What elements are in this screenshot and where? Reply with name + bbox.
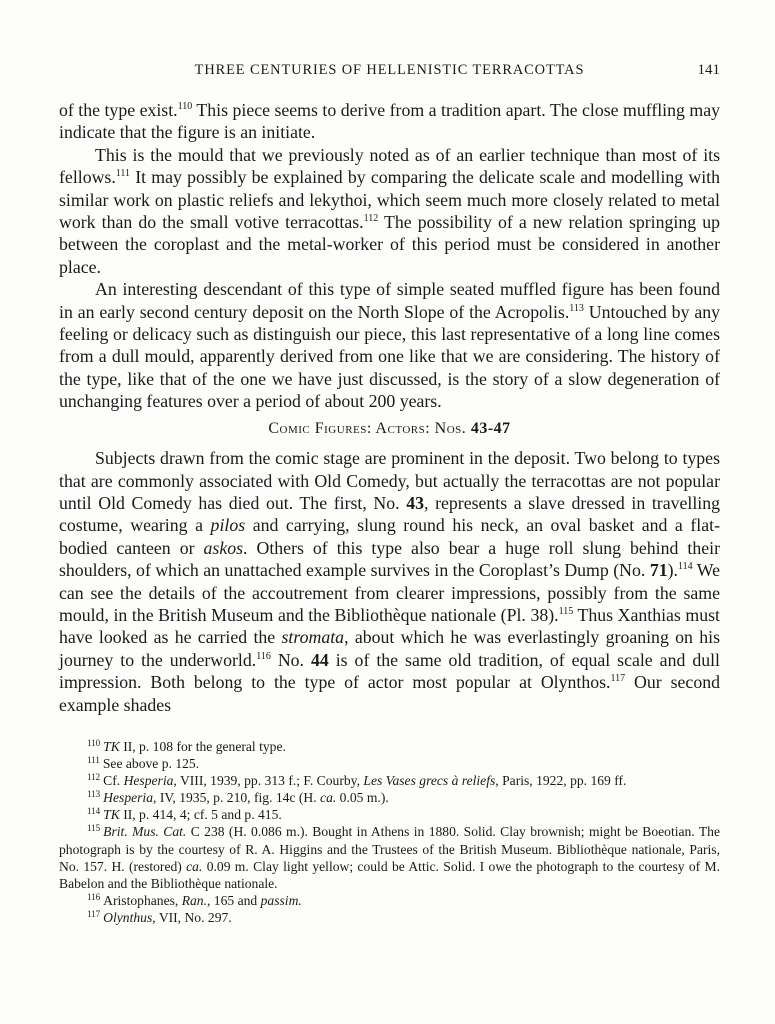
text: ).	[667, 560, 678, 581]
heading-numbers: 43-47	[470, 419, 511, 437]
page-header	[59, 62, 720, 84]
text: II, p. 414, 4; cf. 5 and p. 415.	[119, 807, 282, 823]
catalog-number-43: 43	[406, 492, 425, 513]
footnote-110	[59, 738, 720, 755]
text: This piece seems to derive from a tradition apart. The close muffling may indicate that the figure is an initiate.	[59, 100, 720, 143]
footnote-number: 116	[87, 891, 101, 902]
text: of the type exist.	[59, 100, 178, 120]
text: is of the same old tradition, of equal scale and dull impression. Both belong to the type of actor most popular at Olynthos.	[59, 649, 720, 693]
italic-term: Hesperia	[123, 773, 174, 789]
footnote-ref-112[interactable]: 112	[363, 213, 379, 225]
text: , VII, No. 297.	[152, 909, 232, 925]
catalog-number-71: 71	[649, 560, 668, 581]
footnote-115	[59, 823, 720, 891]
footnote-number: 110	[87, 738, 101, 748]
footnote-ref-111[interactable]: 111	[115, 168, 131, 180]
text: , VIII, 1939, pp. 313 f.; F. Courby,	[173, 773, 364, 789]
page-number: 141	[697, 62, 720, 78]
text: Subjects drawn from the comic stage are prominent in the deposit. Two belong to types that are commonly associated with Old Comedy, but actually the terracottas are not popular until Old Comedy has died out. The first, No.	[59, 448, 720, 513]
footnote-ref-116[interactable]: 116	[256, 650, 271, 662]
footnote-114	[59, 806, 720, 823]
italic-term: TK	[103, 807, 120, 823]
text: , represents a slave dressed in travelling costume, wearing a	[59, 492, 721, 536]
section-heading	[59, 418, 720, 440]
italic-term: Les Vases grecs à reliefs	[363, 773, 496, 789]
italic-term: pilos	[210, 515, 246, 536]
text: . Others of this type also bear a huge roll slung behind their shoulders, of which an unattached example survives in the Coroplast’s Dump (No.	[59, 537, 720, 581]
text: Cf.	[103, 773, 124, 789]
footnote-113	[59, 789, 720, 806]
footnote-ref-110[interactable]: 110	[177, 101, 193, 112]
running-title: THREE CENTURIES OF HELLENISTIC TERRACOTTAS	[194, 62, 585, 78]
text: Our second example shades	[59, 672, 720, 715]
text: An interesting descendant of this type of simple seated muffled figure has been found in an early second century deposit on the North Slope of the Acropolis.	[59, 279, 720, 322]
footnote-112	[59, 772, 720, 789]
text: II, p. 108 for the general type.	[119, 739, 286, 754]
footnote-ref-113[interactable]: 113	[569, 302, 584, 314]
paragraph-2	[59, 144, 720, 278]
text: Aristophanes,	[103, 892, 182, 908]
paragraph-4	[59, 447, 720, 716]
italic-term: ca.	[320, 790, 337, 806]
italic-term: Olynthus	[103, 909, 153, 925]
text: , Paris, 1922, pp. 169 ff.	[495, 773, 627, 789]
footnote-111	[59, 755, 720, 772]
text: It may possibly be explained by comparing the delicate scale and modelling with similar work on plastic reliefs and lekythoi, which seem much more closely related to metal work than do the small votive terracottas.	[59, 167, 720, 233]
footnote-number: 115	[87, 823, 101, 834]
italic-term: ca.	[186, 858, 203, 874]
text: and carrying, slung round his neck, an oval basket and a flat-bodied canteen or	[59, 515, 720, 558]
paragraph-3	[59, 278, 720, 412]
footnote-ref-114[interactable]: 114	[677, 561, 693, 573]
italic-term: Hesperia	[103, 790, 154, 806]
italic-term: passim.	[260, 892, 302, 908]
text: , IV, 1935, p. 210, fig. 14c (H.	[153, 790, 321, 806]
heading-text: Comic Figures: Actors: Nos.	[268, 419, 467, 437]
text: C 238 (H. 0.086 m.). Bought in Athens in 1880. Solid. Clay brownish; might be Boeotian. The photograph is by the courtesy of R. A. Higgins and the Trustees of the British Museum. Bibliothèque nationale, Paris, No. 157. H. (restored)	[59, 824, 720, 874]
text: Untouched by any feeling or delicacy such as distinguish our piece, this last representative of a long line comes from a dull mould, apparently derived from one like that we are considering. The history of the type, like that of the one we have just discussed, is the story of a slow degeneration of unchanging features over a period of about 200 years.	[59, 301, 721, 412]
text: , 165 and	[207, 892, 261, 908]
text: , about which he was everlastingly groaning on his journey to the underworld.	[59, 627, 720, 670]
italic-term: stromata	[281, 627, 345, 648]
italic-term: Ran.	[181, 892, 207, 908]
footnote-ref-115[interactable]: 115	[558, 605, 574, 617]
text: We can see the details of the accoutrement from clearer impressions, possibly from the same mould, in the British Museum and the Bibliothèque nationale (Pl. 38).	[59, 560, 720, 625]
footnote-number: 114	[87, 806, 101, 817]
footnote-116	[59, 892, 720, 909]
text: No.	[270, 649, 311, 670]
italic-term: TK	[103, 739, 120, 754]
paragraph-1	[59, 99, 720, 144]
text: 0.09 m. Clay light yellow; could be Attic. Solid. I owe the photograph to the courtesy of M. Babelon and the Bibliothèque nationale.	[59, 858, 720, 891]
text: See above p. 125.	[102, 756, 200, 772]
text: Thus Xanthias must have looked as he carried the	[59, 604, 721, 648]
text: This is the mould that we previously noted as of an earlier technique than most of its fellows.	[59, 144, 720, 188]
text: 0.05 m.).	[336, 790, 389, 806]
italic-term: askos	[203, 537, 244, 558]
footnote-number: 112	[87, 772, 101, 783]
body-text	[59, 99, 720, 716]
footnotes	[59, 738, 720, 926]
footnote-number: 113	[87, 789, 101, 800]
footnote-number: 111	[87, 755, 100, 766]
footnote-ref-117[interactable]: 117	[610, 673, 626, 685]
catalog-number-44: 44	[310, 649, 329, 670]
footnote-117	[59, 909, 720, 926]
italic-term: Brit. Mus. Cat.	[103, 824, 187, 840]
text: The possibility of a new relation springing up between the coroplast and the metal-worker of this period must be considered in another place.	[59, 212, 720, 277]
footnote-number: 117	[87, 908, 101, 919]
